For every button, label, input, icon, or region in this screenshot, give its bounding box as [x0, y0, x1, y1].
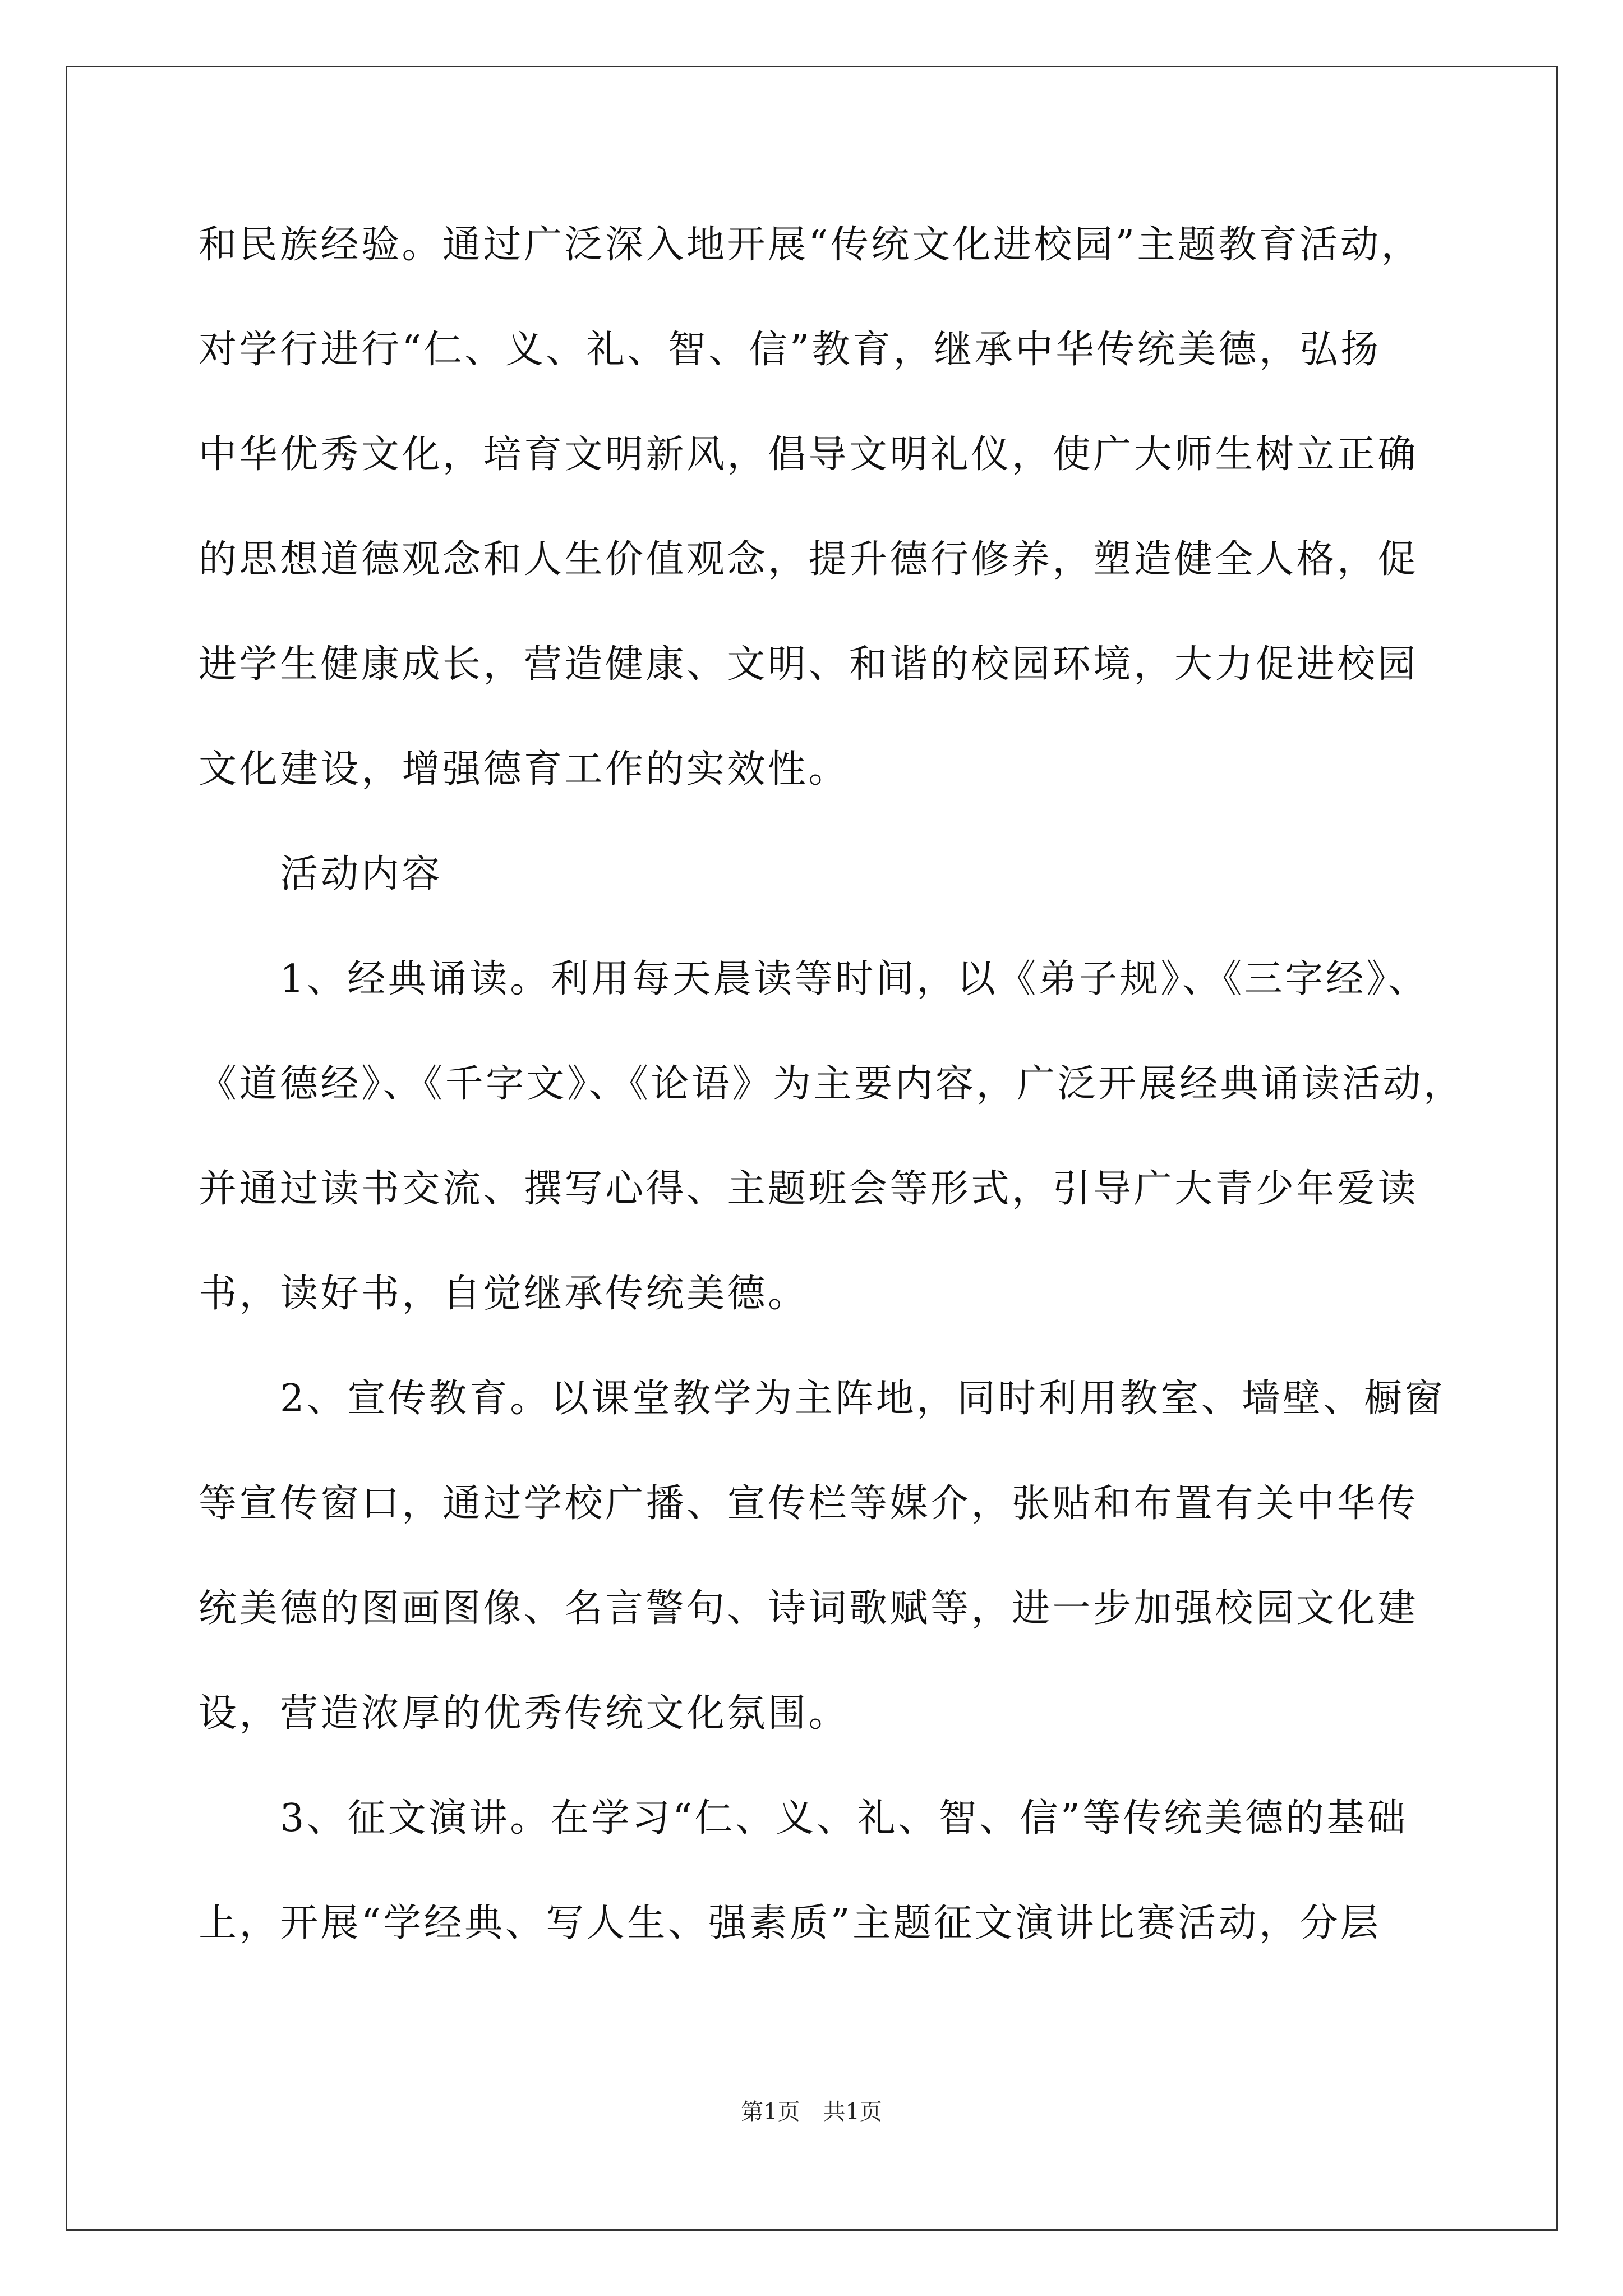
- text-line: 上，开展“学经典、写人生、强素质”主题征文演讲比赛活动，分层: [199, 1901, 1381, 1945]
- text-line: 书，读好书，自觉继承传统美德。: [199, 1272, 809, 1316]
- text-line: 1、经典诵读。利用每天晨读等时间，以《弟子规》、《三字经》、: [199, 957, 1429, 1001]
- text-line: 2、宣传教育。以课堂教学为主阵地，同时利用教室、墙壁、橱窗: [199, 1377, 1445, 1421]
- text-line: 3、征文演讲。在学习“仁、义、礼、智、信”等传统美德的基础: [199, 1796, 1408, 1841]
- section-heading: 活动内容: [199, 852, 443, 896]
- text-line: 统美德的图画图像、名言警句、诗词歌赋等，进一步加强校园文化建: [199, 1586, 1419, 1631]
- page-number: 第1页: [741, 2099, 800, 2125]
- text-line: 和民族经验。通过广泛深入地开展“传统文化进校园”主题教育活动，: [199, 223, 1422, 267]
- text-line: 等宣传窗口，通过学校广播、宣传栏等媒介，张贴和布置有关中华传: [199, 1481, 1419, 1526]
- page-footer: [0, 2095, 1623, 2129]
- text-line: 进学生健康成长，营造健康、文明、和谐的校园环境，大力促进校园: [199, 642, 1419, 687]
- text-line: 并通过读书交流、撰写心得、主题班会等形式，引导广大青少年爱读: [199, 1167, 1419, 1211]
- text-line: 中华优秀文化，培育文明新风，倡导文明礼仪，使广大师生树立正确: [199, 432, 1419, 477]
- text-line: 《道德经》、《千字文》、《论语》为主要内容，广泛开展经典诵读活动，: [199, 1062, 1464, 1106]
- text-line: 对学行进行“仁、义、礼、智、信”教育，继承中华传统美德，弘扬: [199, 328, 1381, 372]
- text-line: 的思想道德观念和人生价值观念，提升德行修养，塑造健全人格，促: [199, 537, 1419, 582]
- text-line: 文化建设，增强德育工作的实效性。: [199, 747, 850, 792]
- text-line: 设，营造浓厚的优秀传统文化氛围。: [199, 1691, 850, 1736]
- page-total: 共1页: [823, 2099, 882, 2125]
